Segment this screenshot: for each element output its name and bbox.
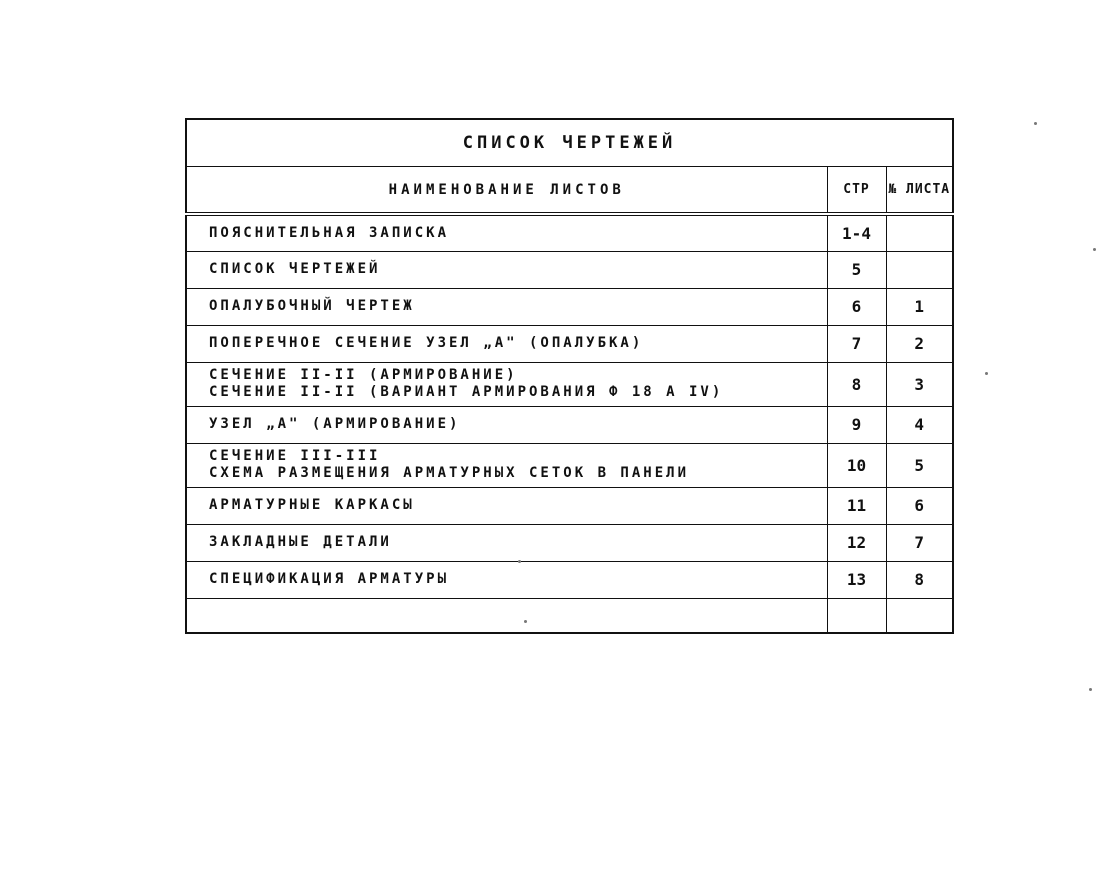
sheet-name: ПОЯСНИТЕЛЬНАЯ ЗАПИСКА: [186, 214, 827, 251]
scan-speck: [1089, 688, 1092, 691]
table-title: СПИСОК ЧЕРТЕЖЕЙ: [186, 119, 953, 167]
sheet-name-line: СЕЧЕНИЕ III-III: [209, 448, 381, 464]
sheet-number: [886, 251, 953, 288]
sheet-name: ЗАКЛАДНЫЕ ДЕТАЛИ: [186, 524, 827, 561]
table-row: [186, 251, 953, 288]
sheet-name-line: СХЕМА РАЗМЕЩЕНИЯ АРМАТУРНЫХ СЕТОК В ПАНЕЛИ: [209, 465, 690, 481]
sheet-number: 5: [886, 443, 953, 487]
header-name: НАИМЕНОВАНИЕ ЛИСТОВ: [186, 167, 827, 215]
page-number: 11: [827, 487, 886, 524]
table-row: [186, 325, 953, 362]
page-number: 9: [827, 406, 886, 443]
page-number: 1-4: [827, 214, 886, 251]
table-row: [186, 214, 953, 251]
sheet-number: 8: [886, 561, 953, 598]
sheet-number: 1: [886, 288, 953, 325]
page-number: 10: [827, 443, 886, 487]
sheet-name-line: СЕЧЕНИЕ II-II (ВАРИАНТ АРМИРОВАНИЯ Ф 18 А IV): [209, 384, 724, 400]
header-sheet-no: № ЛИСТА: [886, 167, 953, 215]
sheet-number: 7: [886, 524, 953, 561]
table-row-empty: [186, 598, 953, 633]
table-row: [186, 524, 953, 561]
sheet-number: 6: [886, 487, 953, 524]
sheet-name-line: СЕЧЕНИЕ II-II (АРМИРОВАНИЕ): [209, 367, 518, 383]
sheet-number: 2: [886, 325, 953, 362]
page-number: 7: [827, 325, 886, 362]
sheet-number: [886, 598, 953, 633]
sheet-name: ОПАЛУБОЧНЫЙ ЧЕРТЕЖ: [186, 288, 827, 325]
table-row: [186, 288, 953, 325]
sheet-name: [186, 598, 827, 633]
table-row: [186, 406, 953, 443]
header-page: СТР: [827, 167, 886, 215]
sheet-name-cell: [186, 362, 827, 406]
scan-speck: [524, 620, 527, 623]
sheet-name-cell: [186, 443, 827, 487]
table-row: [186, 362, 953, 406]
page-number: 12: [827, 524, 886, 561]
sheet-number: 3: [886, 362, 953, 406]
page-number: 13: [827, 561, 886, 598]
sheet-name: УЗЕЛ „А" (АРМИРОВАНИЕ): [186, 406, 827, 443]
table-row: [186, 487, 953, 524]
scan-speck: [1093, 248, 1096, 251]
table-row: [186, 561, 953, 598]
scan-speck: [985, 372, 988, 375]
sheet-name: СПИСОК ЧЕРТЕЖЕЙ: [186, 251, 827, 288]
drawings-table: [185, 118, 954, 634]
page-number: 8: [827, 362, 886, 406]
drawings-list-sheet: [185, 118, 952, 647]
sheet-name: АРМАТУРНЫЕ КАРКАСЫ: [186, 487, 827, 524]
page-number: 6: [827, 288, 886, 325]
table-row: [186, 443, 953, 487]
scan-speck: [518, 560, 521, 563]
page-number: 5: [827, 251, 886, 288]
page-number: [827, 598, 886, 633]
scan-speck: [1034, 122, 1037, 125]
sheet-number: 4: [886, 406, 953, 443]
sheet-number: [886, 214, 953, 251]
sheet-name: СПЕЦИФИКАЦИЯ АРМАТУРЫ: [186, 561, 827, 598]
sheet-name: ПОПЕРЕЧНОЕ СЕЧЕНИЕ УЗЕЛ „А" (ОПАЛУБКА): [186, 325, 827, 362]
